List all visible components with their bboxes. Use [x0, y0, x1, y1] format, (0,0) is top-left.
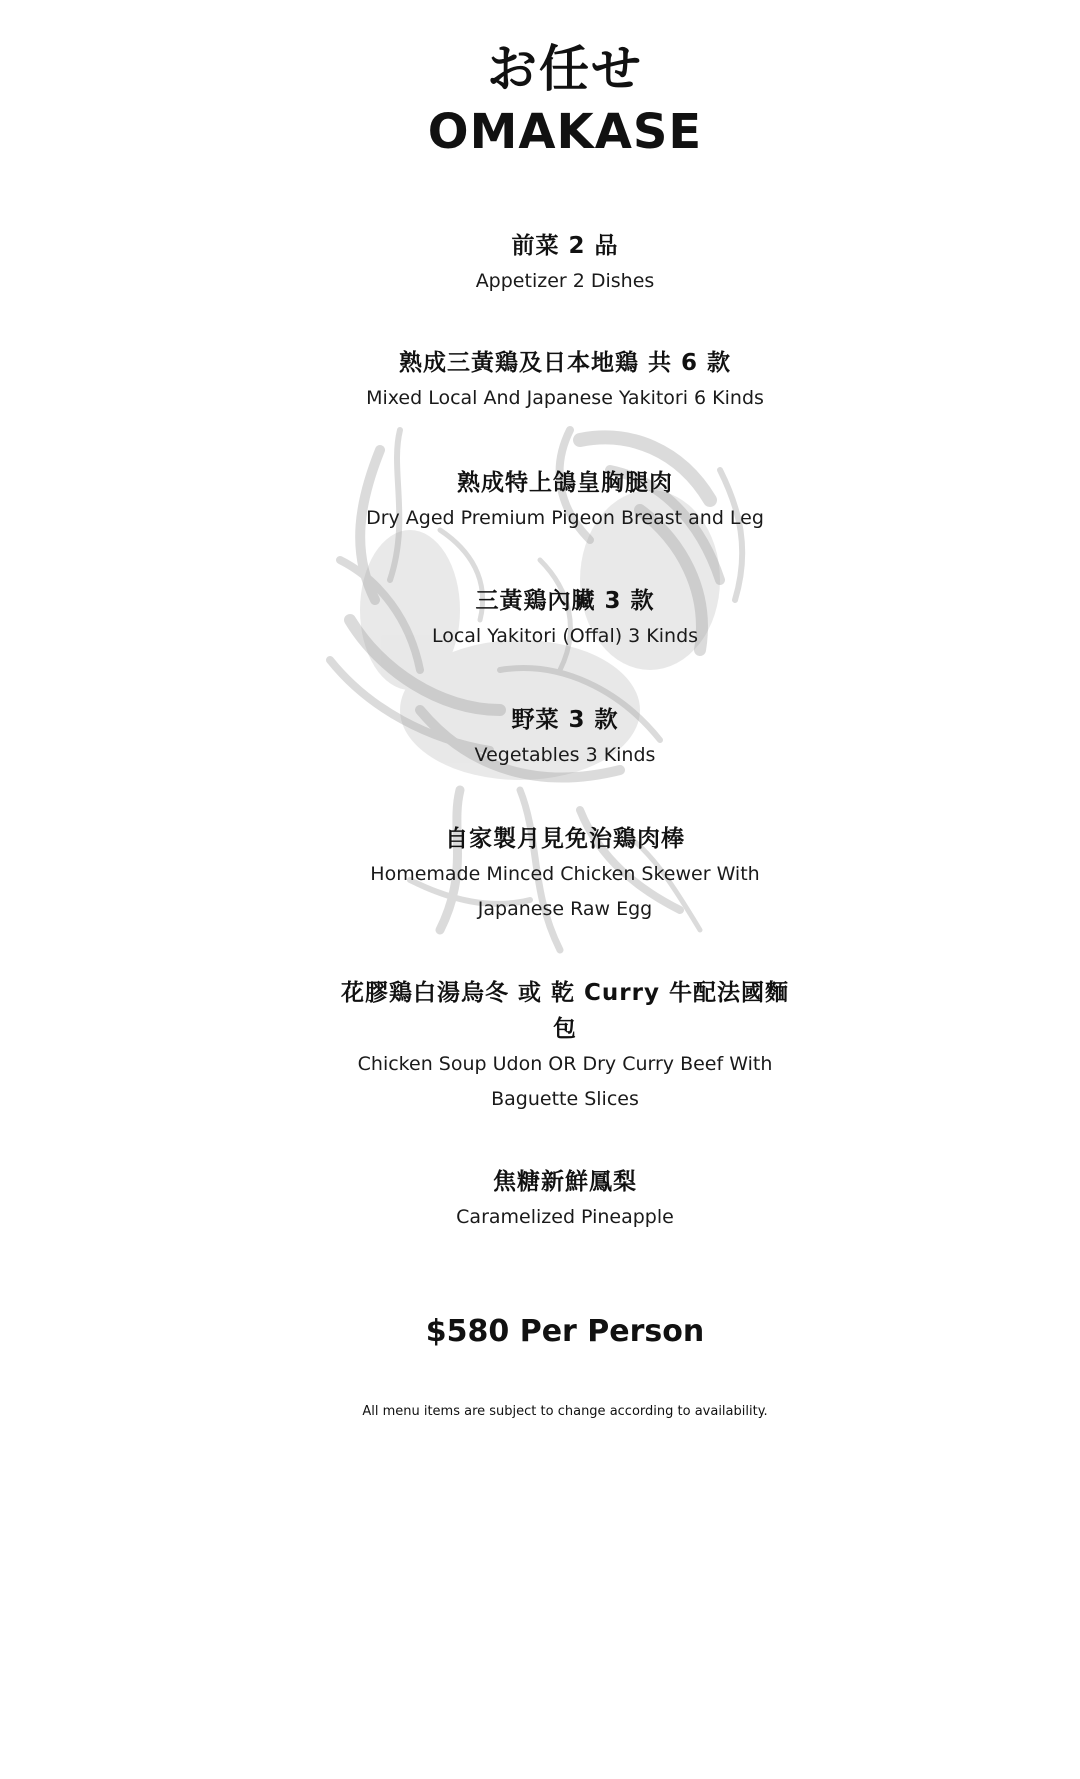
menu-item-chinese-name: 熟成特上鴿皇胸腿肉 [457, 470, 673, 496]
menu-item-chinese-name: 野菜 3 款 [511, 707, 619, 733]
menu-item-english-name: Mixed Local And Japanese Yakitori 6 Kinds [366, 387, 764, 409]
menu-item-english-name: Chicken Soup Udon OR Dry Curry Beef With Baguette Slices [357, 1053, 773, 1110]
menu-item-chinese-name: 焦糖新鮮鳳梨 [493, 1169, 637, 1195]
menu-item-vegetables [340, 702, 790, 773]
menu-item-chinese-name: 熟成三黃鶏及日本地鶏 共 6 款 [398, 350, 732, 376]
menu-item-english-name: Local Yakitori (Offal) 3 Kinds [431, 625, 699, 647]
menu-item-english-name: Homemade Minced Chicken Skewer With Japanese Raw Egg [370, 863, 760, 920]
menu-item-chinese-name: 花膠鶏白湯烏冬 或 乾 Curry 牛配法國麵包 [341, 980, 789, 1042]
menu-item-pigeon [340, 465, 790, 536]
price-per-person: $580 Per Person [425, 1314, 705, 1349]
menu-item-english-name: Appetizer 2 Dishes [475, 270, 655, 292]
menu-title-japanese: お任せ [487, 40, 643, 98]
menu-item-chinese-name: 自家製月見免治鶏肉棒 [445, 826, 685, 852]
menu-item-offal [340, 583, 790, 654]
menu-item-main-choice [340, 975, 790, 1117]
menu-item-english-name: Dry Aged Premium Pigeon Breast and Leg [366, 507, 764, 529]
availability-footnote: All menu items are subject to change according to availability. [362, 1404, 768, 1419]
menu-item-appetizer [340, 228, 790, 299]
menu-item-chinese-name: 前菜 2 品 [511, 233, 619, 259]
menu-item-yakitori [340, 345, 790, 416]
menu-item-english-name: Vegetables 3 Kinds [474, 744, 656, 766]
menu-item-chicken-skewer [340, 821, 790, 927]
menu-item-chinese-name: 三黃鶏內臟 3 款 [475, 588, 655, 614]
menu-title-english: OMAKASE [427, 104, 703, 160]
menu-item-dessert [340, 1164, 790, 1235]
menu-item-english-name: Caramelized Pineapple [456, 1206, 674, 1228]
